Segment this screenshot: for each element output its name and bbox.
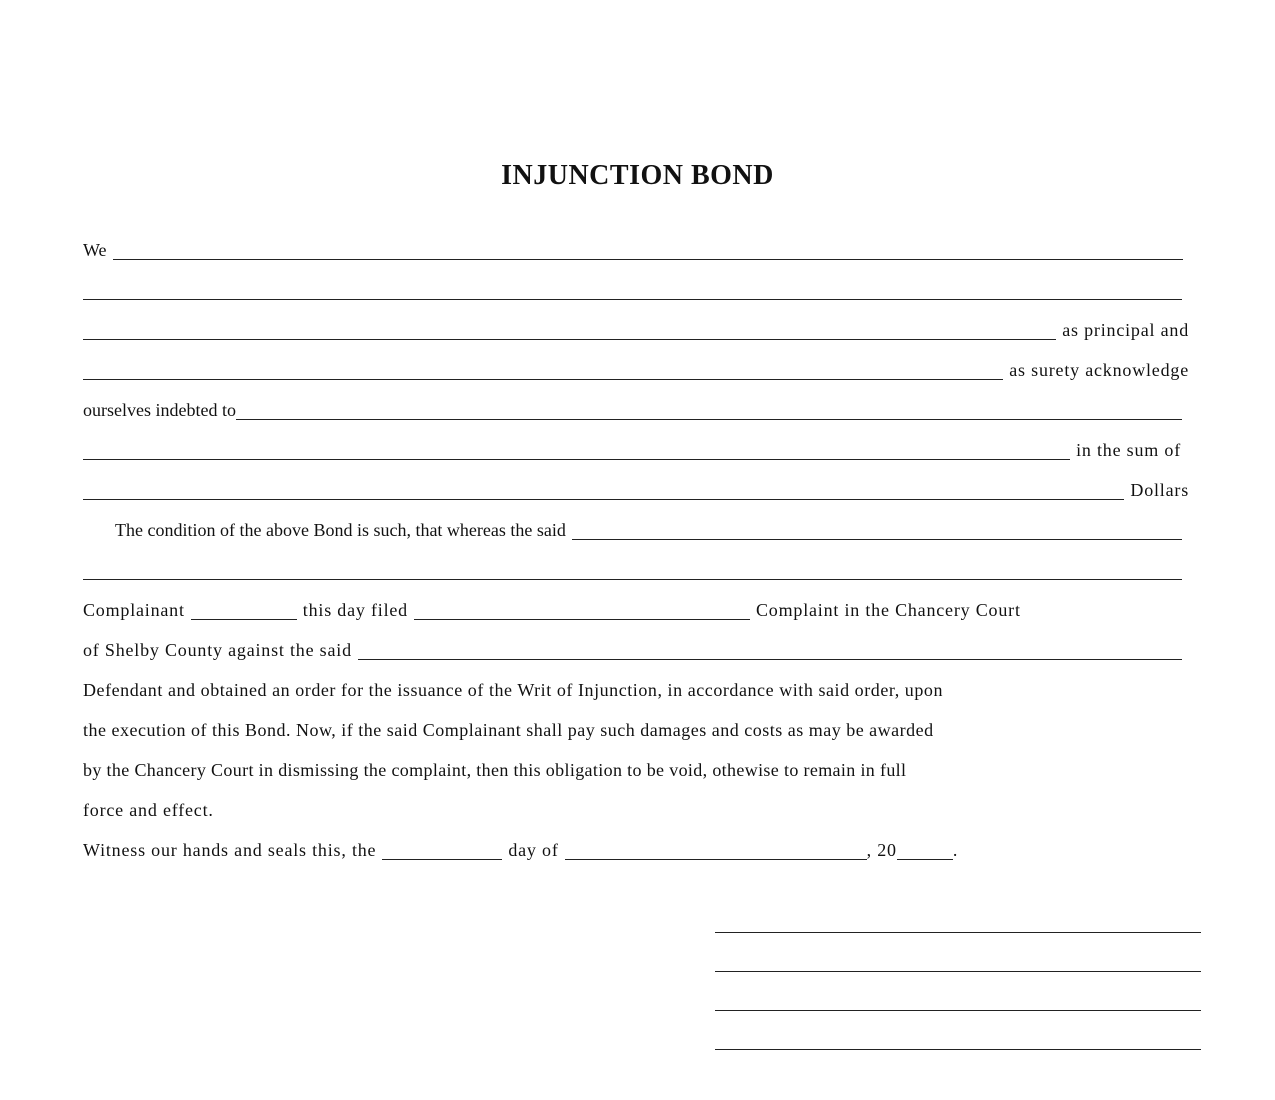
year-field[interactable] — [897, 845, 953, 860]
obligee-field-2[interactable] — [83, 445, 1070, 460]
complaint-court-label: Complaint in the Chancery Court — [755, 600, 1021, 620]
in-sum-label: in the sum of — [1076, 440, 1181, 460]
month-field[interactable] — [565, 845, 867, 860]
shelby-label: of Shelby County against the said — [83, 640, 352, 660]
paragraph-line-2 — [83, 716, 1189, 740]
paragraph-line-4 — [83, 796, 1189, 820]
complaint-type-field[interactable] — [414, 605, 750, 620]
day-field[interactable] — [382, 845, 502, 860]
surety-line — [83, 356, 1189, 380]
dollars-label: Dollars — [1130, 480, 1189, 500]
document-title: INJUNCTION BOND — [501, 160, 774, 191]
shelby-line — [83, 636, 1189, 660]
day-of-label: day of — [508, 840, 559, 860]
condition-text: The condition of the above Bond is such, that whereas the said — [115, 520, 566, 540]
complainant-name-field-2[interactable] — [83, 565, 1182, 580]
year-prefix-label: , 20 — [866, 840, 897, 860]
indebted-label: ourselves indebted to — [83, 400, 236, 420]
defendant-name-field[interactable] — [358, 645, 1182, 660]
signature-line-4[interactable] — [715, 1049, 1201, 1050]
condition-line — [83, 516, 1189, 540]
signature-line-2[interactable] — [715, 971, 1201, 972]
as-surety-label: as surety acknowledge — [1009, 360, 1189, 380]
surety-name-field[interactable] — [83, 365, 1003, 380]
complainant-name-field-1[interactable] — [572, 525, 1182, 540]
complainant-line-2 — [83, 556, 1189, 580]
witness-period: . — [952, 840, 958, 860]
we-label: We — [83, 240, 107, 260]
principal-name-field-1[interactable] — [113, 245, 1183, 260]
filed-line — [83, 596, 1189, 620]
sum-line — [83, 436, 1189, 460]
witness-label: Witness our hands and seals this, the — [83, 840, 377, 860]
principal-name-field-3[interactable] — [83, 325, 1056, 340]
witness-line — [83, 836, 1189, 860]
paragraph-line-4-text: force and effect. — [83, 800, 214, 820]
paragraph-line-1 — [83, 676, 1189, 700]
principal-name-field-2[interactable] — [83, 285, 1182, 300]
complainant-label: Complainant — [83, 600, 185, 620]
signature-line-3[interactable] — [715, 1010, 1201, 1011]
principal-line-3 — [83, 316, 1189, 340]
signature-line-1[interactable] — [715, 932, 1201, 933]
amount-field[interactable] — [83, 485, 1124, 500]
paragraph-line-3-text: by the Chancery Court in dismissing the complaint, then this obligation to be void, othewise to remain in full — [83, 760, 907, 780]
paragraph-line-3 — [83, 756, 1189, 780]
complainant-plural-field[interactable] — [191, 605, 297, 620]
we-line — [83, 236, 1189, 260]
principal-line-2 — [83, 276, 1189, 300]
as-principal-label: as principal and — [1062, 320, 1189, 340]
obligee-field-1[interactable] — [236, 405, 1182, 420]
this-day-filed-label: this day filed — [302, 600, 408, 620]
paragraph-line-2-text: the execution of this Bond. Now, if the said Complainant shall pay such damages and costs as may be awarded — [83, 720, 934, 740]
indebted-line — [83, 396, 1189, 420]
paragraph-line-1-text: Defendant and obtained an order for the issuance of the Writ of Injunction, in accordance with said order, upon — [83, 680, 943, 700]
dollars-line — [83, 476, 1189, 500]
